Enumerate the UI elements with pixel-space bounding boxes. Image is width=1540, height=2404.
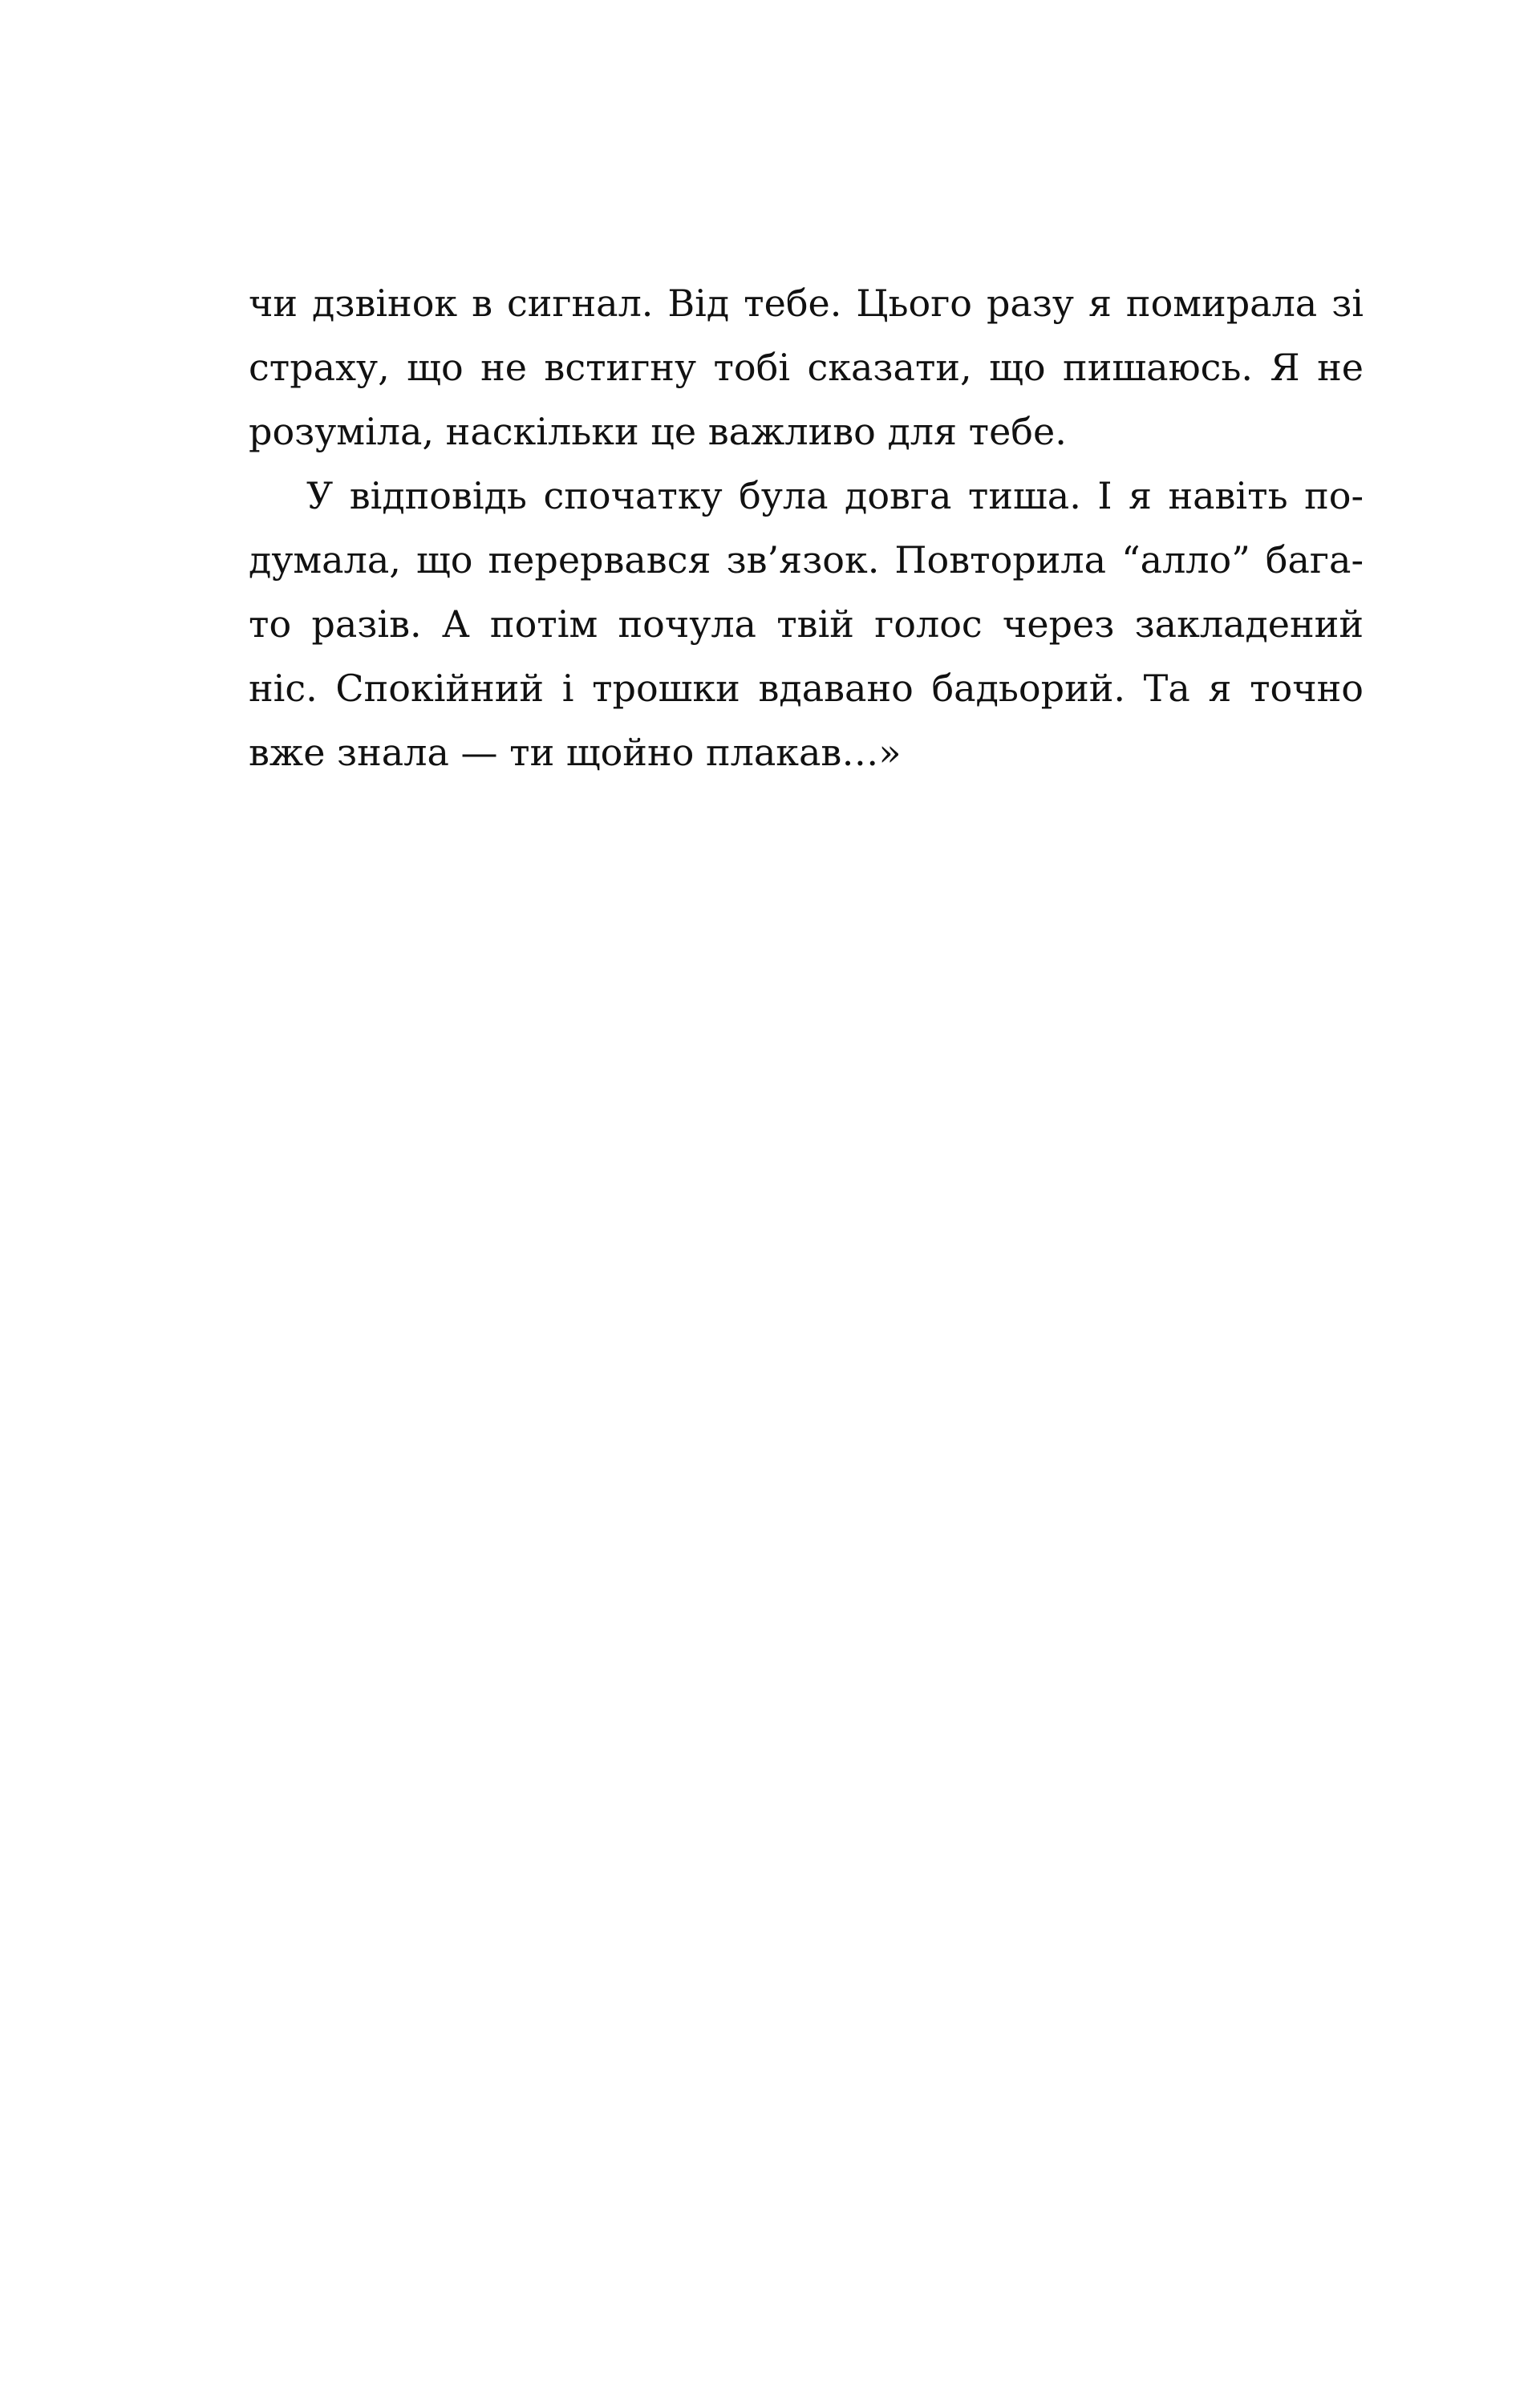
text-line: чи дзвінок в сигнал. Від тебе. Цього разу я помирала зі <box>249 282 1364 325</box>
text-line: думала, що перервався зв’язок. Повторила “алло” бага- <box>249 538 1364 582</box>
text-line: то разів. А потім почула твій голос через закладений <box>249 602 1364 646</box>
text-line: У відповідь спочатку була довга тиша. І я навіть по- <box>306 474 1364 517</box>
text-line: страху, що не встигну тобі сказати, що пишаюсь. Я не <box>249 346 1364 389</box>
text-line: вже знала — ти щойно плакав…» <box>249 731 902 774</box>
text-line: розуміла, наскільки це важливо для тебе. <box>249 410 1067 453</box>
body-text <box>249 271 1364 784</box>
text-line: ніс. Спокійний і трошки вдавано бадьорий. Та я точно <box>249 667 1364 710</box>
